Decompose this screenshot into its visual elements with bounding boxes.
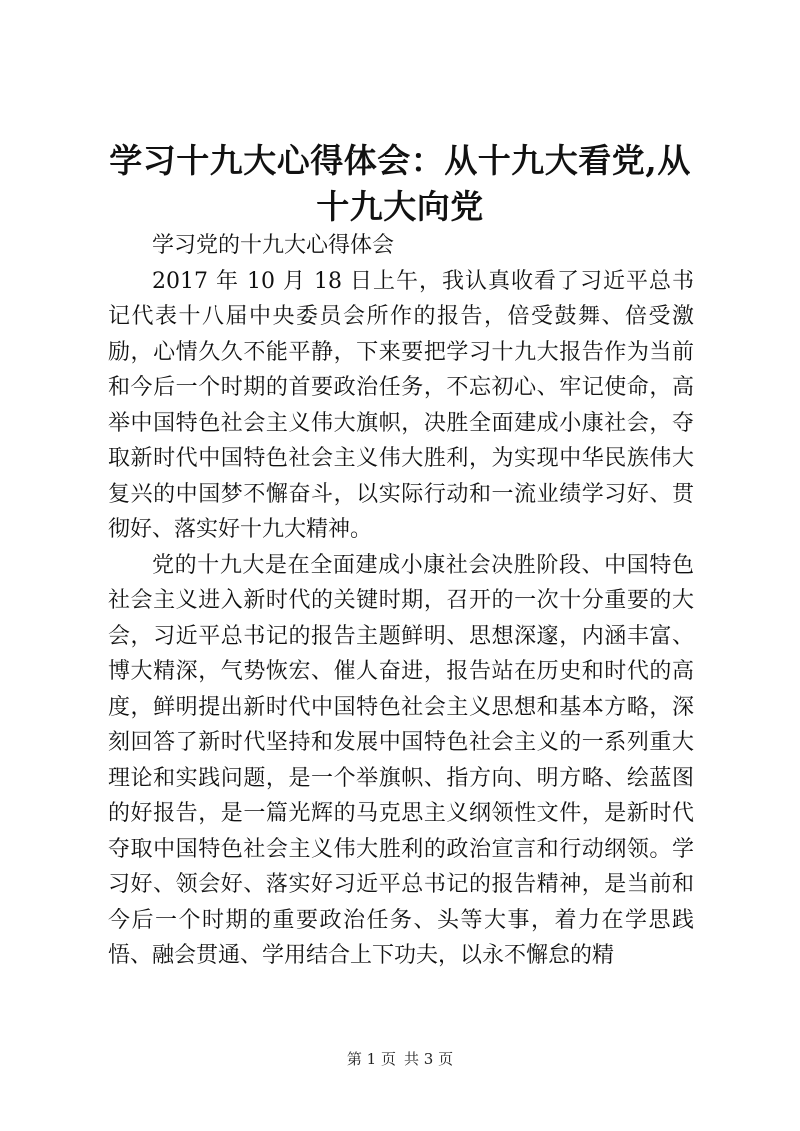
page-number: 第 1 页 [346,1050,396,1068]
document-title: 学习十九大心得体会：从十九大看党,从十九大向党 [109,141,691,226]
paragraph-2: 党的十九大是在全面建成小康社会决胜阶段、中国特色社会主义进入新时代的关键时期，召开的一次十分重要的大会，习近平总书记的报告主题鲜明、思想深邃，内涵丰富、博大精深，气势恢宏、催人奋进，报告站在历史和时代的高度，鲜明提出新时代中国特色社会主义思想和基本方略，深刻回答了新时代坚持和发展中国特色社会主义的一系列重大理论和实践问题，是一个举旗帜、指方向、明方略、绘蓝图的好报告，是一篇光辉的马克思主义纲领性文件，是新时代夺取中国特色社会主义伟大胜利的政治宣言和行动纲领。学习好、领会好、落实好习近平总书记的报告精神，是当前和今后一个时期的重要政治任务、头等大事，着力在学思践悟、融会贯通、学用结合上下功夫，以永不懈怠的精 [108,552,694,968]
paragraph-1: 2017 年 10 月 18 日上午，我认真收看了习近平总书记代表十八届中央委员会所作的报告，倍受鼓舞、倍受激励，心情久久不能平静，下来要把学习十九大报告作为当前和今后一个时期的首要政治任务，不忘初心、牢记使命，高举中国特色社会主义伟大旗帜，决胜全面建成小康社会，夺取新时代中国特色社会主义伟大胜利，为实现中华民族伟大复兴的中国梦不懈奋斗，以实际行动和一流业绩学习好、贯彻好、落实好十九大精神。 [108,268,694,542]
page-total: 共 3 页 [404,1050,454,1068]
document-body [108,228,694,974]
document-subtitle: 学习党的十九大心得体会 [152,233,395,258]
page-footer [0,1048,800,1069]
